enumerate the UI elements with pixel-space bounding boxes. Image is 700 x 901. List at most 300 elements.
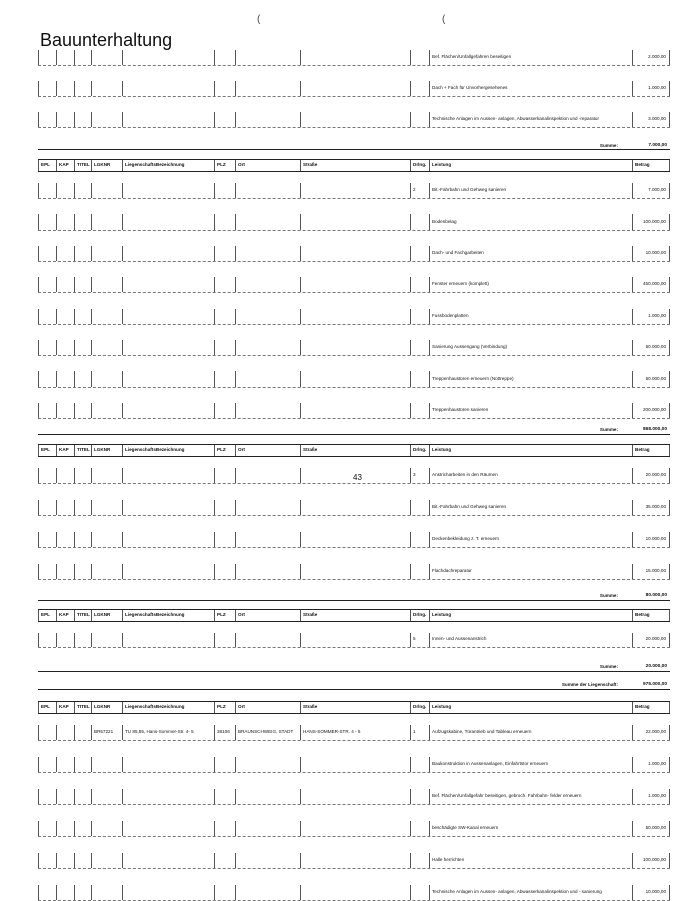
- cell-epl: [38, 853, 56, 869]
- cell-epl: [38, 277, 56, 292]
- table-row: [38, 500, 670, 517]
- cell-strasse: [300, 246, 410, 261]
- cell-epl: EPL: [38, 702, 56, 713]
- cell-betrag: 15.000,00: [632, 564, 670, 580]
- cell-plz: PLZ: [214, 445, 235, 456]
- cell-lgknr: [91, 309, 122, 324]
- cell-leistung: Baukonstruktion in Aussenanlagen, Einfahrtstor erneuern: [429, 757, 632, 773]
- cell-ort: [235, 403, 300, 418]
- cell-titel: [74, 277, 91, 292]
- cell-ort: [235, 853, 300, 869]
- cell-kap: [56, 340, 74, 355]
- table-row: [38, 564, 670, 581]
- cell-ort: [235, 885, 300, 901]
- cell-epl: [38, 725, 56, 741]
- cell-drlng: [410, 112, 429, 127]
- cell-strasse: [300, 340, 410, 355]
- cell-betrag: 50.000,00: [632, 371, 670, 386]
- cell-plz: [214, 50, 235, 65]
- cell-leistung: Technische Anlagen im Aussen- anlagen, Abwasserkanalinspektion und - sanierung: [429, 885, 632, 901]
- cell-betrag: 1.000,00: [632, 757, 670, 773]
- cell-lgknr: [91, 214, 122, 229]
- cell-ort: [235, 183, 300, 198]
- cell-plz: [214, 633, 235, 647]
- cell-kap: [56, 371, 74, 386]
- cell-bezeichnung: [122, 757, 214, 773]
- cell-betrag: 1.000,00: [632, 309, 670, 324]
- margin-mark: (: [257, 14, 260, 25]
- cell-titel: [74, 309, 91, 324]
- cell-kap: [56, 277, 74, 292]
- table-row: [38, 725, 670, 742]
- cell-leistung: Leistung: [429, 160, 632, 171]
- cell-ort: [235, 564, 300, 580]
- cell-leistung: Bodenbelag: [429, 214, 632, 229]
- cell-ort: Ort: [235, 702, 300, 713]
- cell-epl: [38, 340, 56, 355]
- cell-strasse: [300, 821, 410, 837]
- cell-bezeichnung: LiegenschaftsBezeichnung: [122, 610, 214, 621]
- cell-bezeichnung: [122, 277, 214, 292]
- cell-titel: [74, 81, 91, 96]
- cell-strasse: [300, 309, 410, 324]
- cell-betrag: 3.000,00: [632, 112, 670, 127]
- cell-plz: [214, 564, 235, 580]
- cell-betrag: Betrag: [632, 445, 670, 456]
- cell-titel: TITEL: [74, 160, 91, 171]
- cell-strasse: Straße: [300, 702, 410, 713]
- cell-kap: [56, 821, 74, 837]
- cell-leistung: Fussbodenplatten: [429, 309, 632, 324]
- cell-betrag: 50.000,00: [632, 340, 670, 355]
- sum-value: 20.000,00: [646, 663, 667, 671]
- cell-strasse: [300, 112, 410, 127]
- cell-leistung: Sanierung Aussengang (Verbindung): [429, 340, 632, 355]
- cell-plz: [214, 183, 235, 198]
- table-header-row: [38, 444, 670, 457]
- cell-kap: KAP: [56, 445, 74, 456]
- cell-titel: [74, 532, 91, 548]
- cell-titel: [74, 246, 91, 261]
- cell-drlng: Drlng.: [410, 160, 429, 171]
- cell-lgknr: [91, 885, 122, 901]
- table-row: [38, 757, 670, 774]
- sum-label: Summe:: [600, 592, 618, 600]
- cell-betrag: 2.000,00: [632, 50, 670, 65]
- cell-drlng: [410, 885, 429, 901]
- cell-kap: [56, 757, 74, 773]
- cell-bezeichnung: [122, 564, 214, 580]
- cell-betrag: 7.000,00: [632, 183, 670, 198]
- cell-lgknr: [91, 757, 122, 773]
- cell-epl: [38, 183, 56, 198]
- cell-ort: [235, 340, 300, 355]
- sum-row: [38, 141, 670, 150]
- cell-bezeichnung: LiegenschaftsBezeichnung: [122, 160, 214, 171]
- cell-titel: [74, 821, 91, 837]
- cell-betrag: 20.000,00: [632, 633, 670, 647]
- cell-betrag: 200.000,00: [632, 403, 670, 418]
- cell-strasse: [300, 853, 410, 869]
- cell-titel: [74, 340, 91, 355]
- cell-plz: [214, 112, 235, 127]
- cell-leistung: Dach- und Fachgarbeiten: [429, 246, 632, 261]
- cell-lgknr: BR57221: [91, 725, 122, 741]
- cell-leistung: Technische Anlagen im Aussen- anlagen, Abwasserkanalinspektion und -reparatur: [429, 112, 632, 127]
- cell-ort: [235, 789, 300, 805]
- cell-ort: [235, 371, 300, 386]
- cell-epl: [38, 403, 56, 418]
- cell-plz: [214, 81, 235, 96]
- cell-epl: [38, 50, 56, 65]
- cell-kap: [56, 789, 74, 805]
- cell-plz: [214, 468, 235, 484]
- cell-leistung: Bit.-Fahrbahn und Gehweg sanieren: [429, 500, 632, 516]
- sum-value: 868.000,00: [643, 426, 667, 434]
- sum-label: Summe:: [600, 141, 618, 149]
- cell-strasse: HANS-SOMMER-STR. 4 - 5: [300, 725, 410, 741]
- cell-betrag: Betrag: [632, 160, 670, 171]
- cell-lgknr: [91, 277, 122, 292]
- cell-kap: KAP: [56, 702, 74, 713]
- cell-epl: [38, 532, 56, 548]
- cell-lgknr: [91, 500, 122, 516]
- cell-strasse: [300, 789, 410, 805]
- table-row: [38, 81, 670, 97]
- cell-drlng: [410, 757, 429, 773]
- cell-bezeichnung: TU 85,85, Hans-Sommer-Str. 4- 5: [122, 725, 214, 741]
- cell-leistung: Bit.-Fahrbahn und Gehweg sanieren: [429, 183, 632, 198]
- cell-titel: [74, 371, 91, 386]
- cell-leistung: Anstricharbeiten in den Räumen: [429, 468, 632, 484]
- cell-bezeichnung: [122, 468, 214, 484]
- cell-ort: [235, 757, 300, 773]
- cell-lgknr: [91, 403, 122, 418]
- cell-drlng: 3: [410, 468, 429, 484]
- cell-strasse: [300, 214, 410, 229]
- cell-drlng: 2: [410, 183, 429, 198]
- cell-bezeichnung: LiegenschaftsBezeichnung: [122, 702, 214, 713]
- cell-strasse: [300, 183, 410, 198]
- cell-drlng: [410, 371, 429, 386]
- sum-value: 7.000,00: [648, 141, 667, 149]
- cell-plz: PLZ: [214, 610, 235, 621]
- cell-leistung: Leistung: [429, 702, 632, 713]
- cell-bezeichnung: [122, 112, 214, 127]
- cell-plz: [214, 757, 235, 773]
- cell-ort: [235, 532, 300, 548]
- cell-lgknr: [91, 853, 122, 869]
- table-row: [38, 214, 670, 230]
- cell-strasse: [300, 50, 410, 65]
- table-row: [38, 183, 670, 199]
- table-row: [38, 277, 670, 293]
- cell-leistung: Leistung: [429, 610, 632, 621]
- cell-epl: [38, 564, 56, 580]
- cell-plz: [214, 789, 235, 805]
- cell-leistung: Deckenbekleidung z. T. erneuern: [429, 532, 632, 548]
- cell-drlng: [410, 821, 429, 837]
- margin-mark: (: [442, 14, 445, 25]
- cell-lgknr: LGKNR: [91, 160, 122, 171]
- cell-betrag: 20.000,00: [632, 468, 670, 484]
- cell-leistung: Treppenhaustüren erneuern (Nottreppe): [429, 371, 632, 386]
- table-row: [38, 821, 670, 838]
- cell-bezeichnung: LiegenschaftsBezeichnung: [122, 445, 214, 456]
- cell-bezeichnung: [122, 246, 214, 261]
- cell-ort: [235, 309, 300, 324]
- table-row: [38, 633, 670, 648]
- cell-plz: [214, 500, 235, 516]
- cell-epl: [38, 633, 56, 647]
- cell-lgknr: [91, 789, 122, 805]
- cell-ort: [235, 633, 300, 647]
- cell-epl: [38, 500, 56, 516]
- cell-strasse: [300, 564, 410, 580]
- cell-kap: [56, 532, 74, 548]
- cell-strasse: [300, 885, 410, 901]
- cell-betrag: 100.000,00: [632, 214, 670, 229]
- cell-titel: [74, 564, 91, 580]
- cell-betrag: 10.000,00: [632, 532, 670, 548]
- cell-epl: [38, 112, 56, 127]
- cell-lgknr: [91, 183, 122, 198]
- sum-value: 975.000,00: [643, 681, 667, 689]
- cell-drlng: [410, 50, 429, 65]
- table-row: [38, 885, 670, 901]
- cell-plz: PLZ: [214, 160, 235, 171]
- cell-betrag: 50.000,00: [632, 821, 670, 837]
- cell-bezeichnung: [122, 403, 214, 418]
- table-row: [38, 403, 670, 419]
- cell-betrag: 22.000,00: [632, 725, 670, 741]
- cell-kap: [56, 725, 74, 741]
- cell-titel: TITEL: [74, 702, 91, 713]
- cell-kap: [56, 853, 74, 869]
- table-row: [38, 50, 670, 66]
- cell-drlng: [410, 214, 429, 229]
- cell-epl: [38, 309, 56, 324]
- cell-titel: [74, 789, 91, 805]
- cell-drlng: [410, 403, 429, 418]
- cell-lgknr: [91, 246, 122, 261]
- cell-plz: [214, 532, 235, 548]
- cell-kap: [56, 112, 74, 127]
- sum-label: Summe:: [600, 426, 618, 434]
- cell-plz: [214, 277, 235, 292]
- table-header-row: [38, 609, 670, 622]
- cell-leistung: Flachdachreparatur: [429, 564, 632, 580]
- cell-kap: [56, 403, 74, 418]
- cell-lgknr: [91, 633, 122, 647]
- cell-titel: [74, 214, 91, 229]
- sum-label: Summe der Liegenschaft:: [562, 681, 618, 689]
- cell-ort: [235, 468, 300, 484]
- cell-kap: [56, 214, 74, 229]
- cell-kap: [56, 500, 74, 516]
- cell-drlng: Drlng.: [410, 610, 429, 621]
- cell-plz: [214, 403, 235, 418]
- sum-label: Summe:: [600, 663, 618, 671]
- cell-lgknr: [91, 564, 122, 580]
- cell-titel: TITEL: [74, 445, 91, 456]
- cell-epl: [38, 81, 56, 96]
- cell-drlng: 1: [410, 725, 429, 741]
- cell-lgknr: [91, 50, 122, 65]
- table-row: [38, 789, 670, 806]
- cell-strasse: [300, 757, 410, 773]
- cell-epl: [38, 821, 56, 837]
- cell-kap: [56, 81, 74, 96]
- cell-kap: [56, 468, 74, 484]
- cell-strasse: [300, 403, 410, 418]
- cell-plz: [214, 853, 235, 869]
- cell-betrag: 1.000,00: [632, 789, 670, 805]
- cell-strasse: Straße: [300, 610, 410, 621]
- cell-plz: [214, 821, 235, 837]
- cell-titel: [74, 725, 91, 741]
- cell-betrag: 10.000,00: [632, 885, 670, 901]
- cell-drlng: [410, 309, 429, 324]
- cell-leistung: Dach + Fach für Unvorhergesehenes: [429, 81, 632, 96]
- cell-epl: EPL: [38, 610, 56, 621]
- cell-strasse: [300, 81, 410, 96]
- cell-plz: [214, 214, 235, 229]
- cell-ort: [235, 112, 300, 127]
- table-header-row: [38, 701, 670, 714]
- cell-kap: KAP: [56, 610, 74, 621]
- cell-titel: [74, 853, 91, 869]
- cell-titel: [74, 757, 91, 773]
- cell-plz: [214, 246, 235, 261]
- cell-kap: [56, 564, 74, 580]
- cell-betrag: 1.000,00: [632, 81, 670, 96]
- cell-titel: [74, 468, 91, 484]
- cell-leistung: Bef. Flächen/Unfallgefahren beseitigen: [429, 50, 632, 65]
- cell-plz: [214, 309, 235, 324]
- cell-lgknr: [91, 532, 122, 548]
- cell-leistung: Innen- und Aussenanstrich: [429, 633, 632, 647]
- cell-bezeichnung: [122, 340, 214, 355]
- cell-drlng: [410, 277, 429, 292]
- cell-epl: [38, 246, 56, 261]
- cell-lgknr: [91, 340, 122, 355]
- cell-strasse: Straße: [300, 445, 410, 456]
- cell-bezeichnung: [122, 81, 214, 96]
- cell-ort: [235, 821, 300, 837]
- cell-ort: [235, 500, 300, 516]
- cell-bezeichnung: [122, 885, 214, 901]
- cell-titel: [74, 112, 91, 127]
- cell-betrag: Betrag: [632, 702, 670, 713]
- cell-plz: PLZ: [214, 702, 235, 713]
- cell-ort: [235, 214, 300, 229]
- cell-ort: Ort: [235, 160, 300, 171]
- cell-betrag: Betrag: [632, 610, 670, 621]
- cell-kap: [56, 633, 74, 647]
- cell-bezeichnung: [122, 821, 214, 837]
- cell-bezeichnung: [122, 371, 214, 386]
- cell-lgknr: [91, 81, 122, 96]
- cell-betrag: 450.000,00: [632, 277, 670, 292]
- cell-kap: [56, 885, 74, 901]
- cell-bezeichnung: [122, 532, 214, 548]
- cell-titel: [74, 403, 91, 418]
- sum-row: [38, 592, 670, 601]
- cell-ort: Ort: [235, 610, 300, 621]
- table-row: [38, 371, 670, 387]
- cell-strasse: [300, 532, 410, 548]
- cell-plz: [214, 371, 235, 386]
- cell-bezeichnung: [122, 853, 214, 869]
- cell-strasse: [300, 371, 410, 386]
- cell-titel: [74, 500, 91, 516]
- cell-drlng: [410, 789, 429, 805]
- cell-leistung: Treppenhaustüren sanieren: [429, 403, 632, 418]
- cell-epl: [38, 757, 56, 773]
- cell-epl: [38, 885, 56, 901]
- cell-kap: KAP: [56, 160, 74, 171]
- cell-leistung: Fenster erneuern (komplett): [429, 277, 632, 292]
- cell-lgknr: [91, 371, 122, 386]
- sum-row: [38, 681, 670, 690]
- cell-strasse: [300, 500, 410, 516]
- cell-epl: [38, 468, 56, 484]
- cell-leistung: Halle herrichten: [429, 853, 632, 869]
- page-title: Bauunterhaltung: [40, 30, 172, 51]
- cell-leistung: Bef. Flächen/Unfallgefahr beseitigen, gebroch. Fahrbahn- felder erneuern: [429, 789, 632, 805]
- cell-drlng: Drlng.: [410, 445, 429, 456]
- cell-epl: [38, 789, 56, 805]
- table-row: [38, 340, 670, 356]
- cell-epl: EPL: [38, 445, 56, 456]
- table-row: [38, 853, 670, 870]
- cell-plz: [214, 340, 235, 355]
- cell-lgknr: LGKNR: [91, 610, 122, 621]
- cell-lgknr: [91, 468, 122, 484]
- cell-drlng: [410, 853, 429, 869]
- cell-kap: [56, 309, 74, 324]
- cell-bezeichnung: [122, 309, 214, 324]
- cell-lgknr: LGKNR: [91, 445, 122, 456]
- cell-kap: [56, 246, 74, 261]
- table-row: [38, 532, 670, 549]
- page-number: 43: [353, 473, 362, 482]
- cell-ort: [235, 246, 300, 261]
- cell-kap: [56, 50, 74, 65]
- cell-leistung: beschädigte SW-Kanal erneuern: [429, 821, 632, 837]
- cell-titel: [74, 183, 91, 198]
- cell-bezeichnung: [122, 183, 214, 198]
- cell-epl: EPL: [38, 160, 56, 171]
- cell-strasse: [300, 277, 410, 292]
- cell-bezeichnung: [122, 633, 214, 647]
- cell-drlng: Drlng.: [410, 702, 429, 713]
- cell-drlng: [410, 564, 429, 580]
- cell-bezeichnung: [122, 50, 214, 65]
- cell-ort: Ort: [235, 445, 300, 456]
- cell-leistung: Aufzugskabine, Türantrieb und Tableau erneuern: [429, 725, 632, 741]
- cell-betrag: 100.000,00: [632, 853, 670, 869]
- cell-leistung: Leistung: [429, 445, 632, 456]
- cell-titel: [74, 885, 91, 901]
- cell-ort: [235, 277, 300, 292]
- cell-strasse: [300, 633, 410, 647]
- cell-plz: [214, 885, 235, 901]
- cell-ort: BRAUNSCHWEIG, STADT: [235, 725, 300, 741]
- cell-drlng: [410, 500, 429, 516]
- cell-bezeichnung: [122, 500, 214, 516]
